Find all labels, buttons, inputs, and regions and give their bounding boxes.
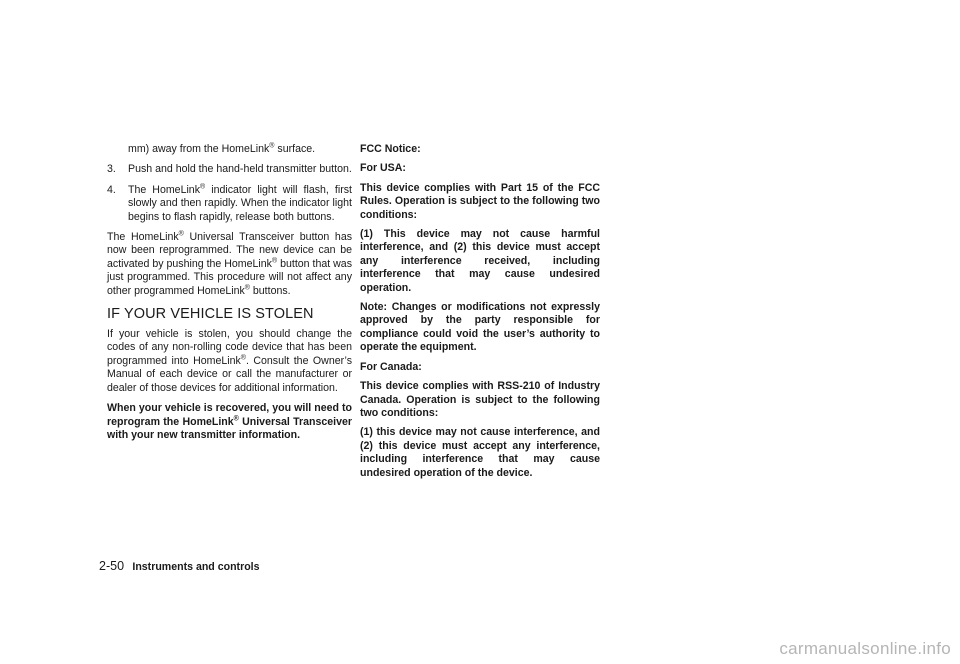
step-4 (107, 184, 352, 224)
section-title: Instruments and controls (132, 561, 260, 573)
usa-heading: For USA: (360, 162, 406, 175)
registered-mark: ® (178, 230, 184, 238)
watermark: carmanualsonline.info (779, 639, 951, 658)
registered-mark: ® (271, 257, 278, 265)
reprogram-paragraph: The HomeLink® Universal Transceiver button has now been reprogrammed. The new device can be activated by pushing the HomeLink® button that was just programmed. This procedure will not affect any other programmed HomeLink® buttons. (107, 230, 353, 297)
usa-conditions-text: (1) This device may not cause harmful interference, and (2) this device must accept any interference received, including interference that may cause undesired operation. (360, 228, 600, 294)
step-3-text: Push and hold the hand-held transmitter button. (128, 163, 352, 176)
fcc-note-text: Note: Changes or modifications not expressly approved by the party responsible for compliance could void the user’s authority to operate the equipment. (360, 301, 600, 354)
step-4-number: 4. (107, 183, 116, 196)
page-footer (99, 559, 260, 573)
section-heading: IF YOUR VEHICLE IS STOLEN (107, 306, 314, 323)
registered-mark: ® (269, 142, 275, 150)
step-4-text: The HomeLink® indicator light will flash, first slowly and then rapidly. When the indicator light begins to flash rapidly, release both buttons. (128, 183, 352, 223)
page-number: 2-50 (99, 559, 125, 573)
right-column (360, 143, 600, 486)
registered-mark: ® (200, 183, 206, 191)
canada-compliance-text: This device complies with RSS-210 of Industry Canada. Operation is subject to the following two conditions: (360, 380, 600, 419)
continued-step-text: mm) away from the HomeLink® surface. (128, 142, 316, 155)
step-3-number: 3. (107, 163, 116, 176)
registered-mark: ® (244, 284, 250, 292)
step-3 (107, 163, 352, 176)
fcc-notice-heading: FCC Notice: (360, 143, 421, 155)
registered-mark: ® (233, 414, 239, 422)
canada-heading: For Canada: (360, 360, 422, 373)
registered-mark: ® (240, 354, 246, 362)
usa-compliance-text: This device complies with Part 15 of the FCC Rules. Operation is subject to the following two conditions: (360, 181, 600, 221)
canada-conditions-text: (1) this device may not cause interference, and (2) this device must accept any interference, including interference that may cause undesired operation of the device. (360, 426, 600, 479)
stolen-paragraph: If your vehicle is stolen, you should change the codes of any non-rolling code device that has been programmed into HomeLink®. Consult the Owner’s Manual of each device or call the manufacturer or dealer of those devices for additional information. (107, 328, 352, 394)
recovered-paragraph: When your vehicle is recovered, you will need to reprogram the HomeLink® Universal Transceiver with your new transmitter information. (107, 402, 352, 441)
left-column (107, 143, 352, 449)
